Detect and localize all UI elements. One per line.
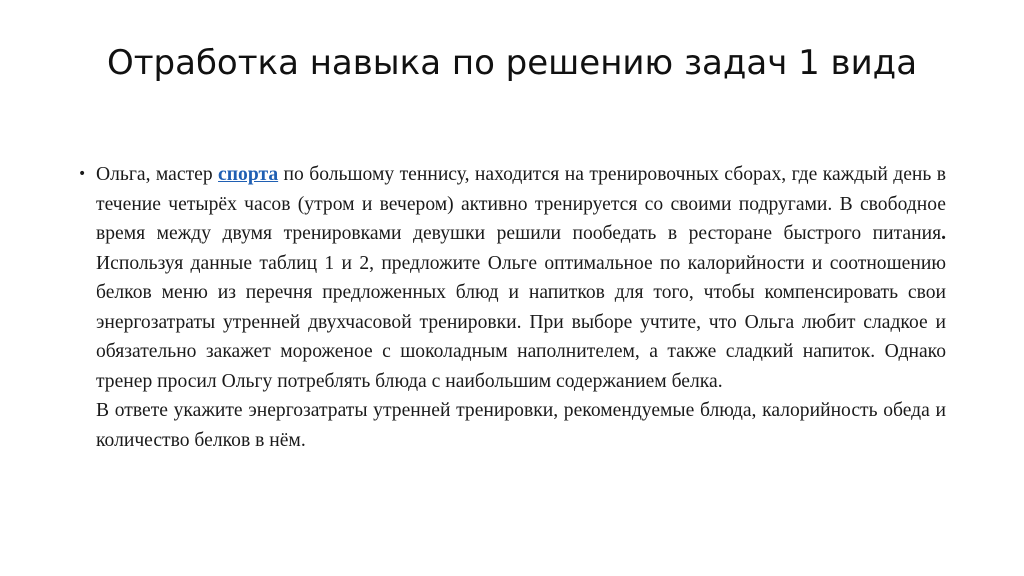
bullet-marker: • — [78, 166, 87, 182]
slide-title: Отработка навыка по решению задач 1 вида — [106, 43, 918, 83]
answer-instructions: В ответе укажите энергозатраты утренней тренировки, рекомендуемые блюда, калорийность обеда и количество белков в нём. — [96, 400, 946, 451]
task-paragraph — [96, 160, 946, 396]
bold-period: . — [941, 223, 946, 244]
paragraph-text-end: Используя данные таблиц 1 и 2, предложите Ольге оптимальное по калорийности и соотношению белков меню из перечня предложенных блюд и напитков для того, чтобы компенсировать свои энергозатраты утренней двухчасовой тренировки. При выборе учтите, что Ольга любит сладкое и обязательно закажет мороженое с шоколадным наполнителем, а также сладкий напиток. Однако тренер просил Ольгу потреблять блюда с наибольшим содержанием белка. — [96, 252, 946, 392]
paragraph-text-middle: по большому теннису, находится на тренировочных сборах, где каждый день в течение четырёх часов (утром и вечером) активно тренируется со своими подругами. В свободное время между двумя тренировками девушки решили пообедать в ресторане быстрого питания — [96, 164, 946, 244]
sport-link[interactable]: спорта — [218, 164, 279, 185]
bullet-item — [76, 160, 946, 396]
slide-body — [76, 160, 946, 455]
paragraph-text-start: Ольга, мастер — [96, 164, 219, 185]
